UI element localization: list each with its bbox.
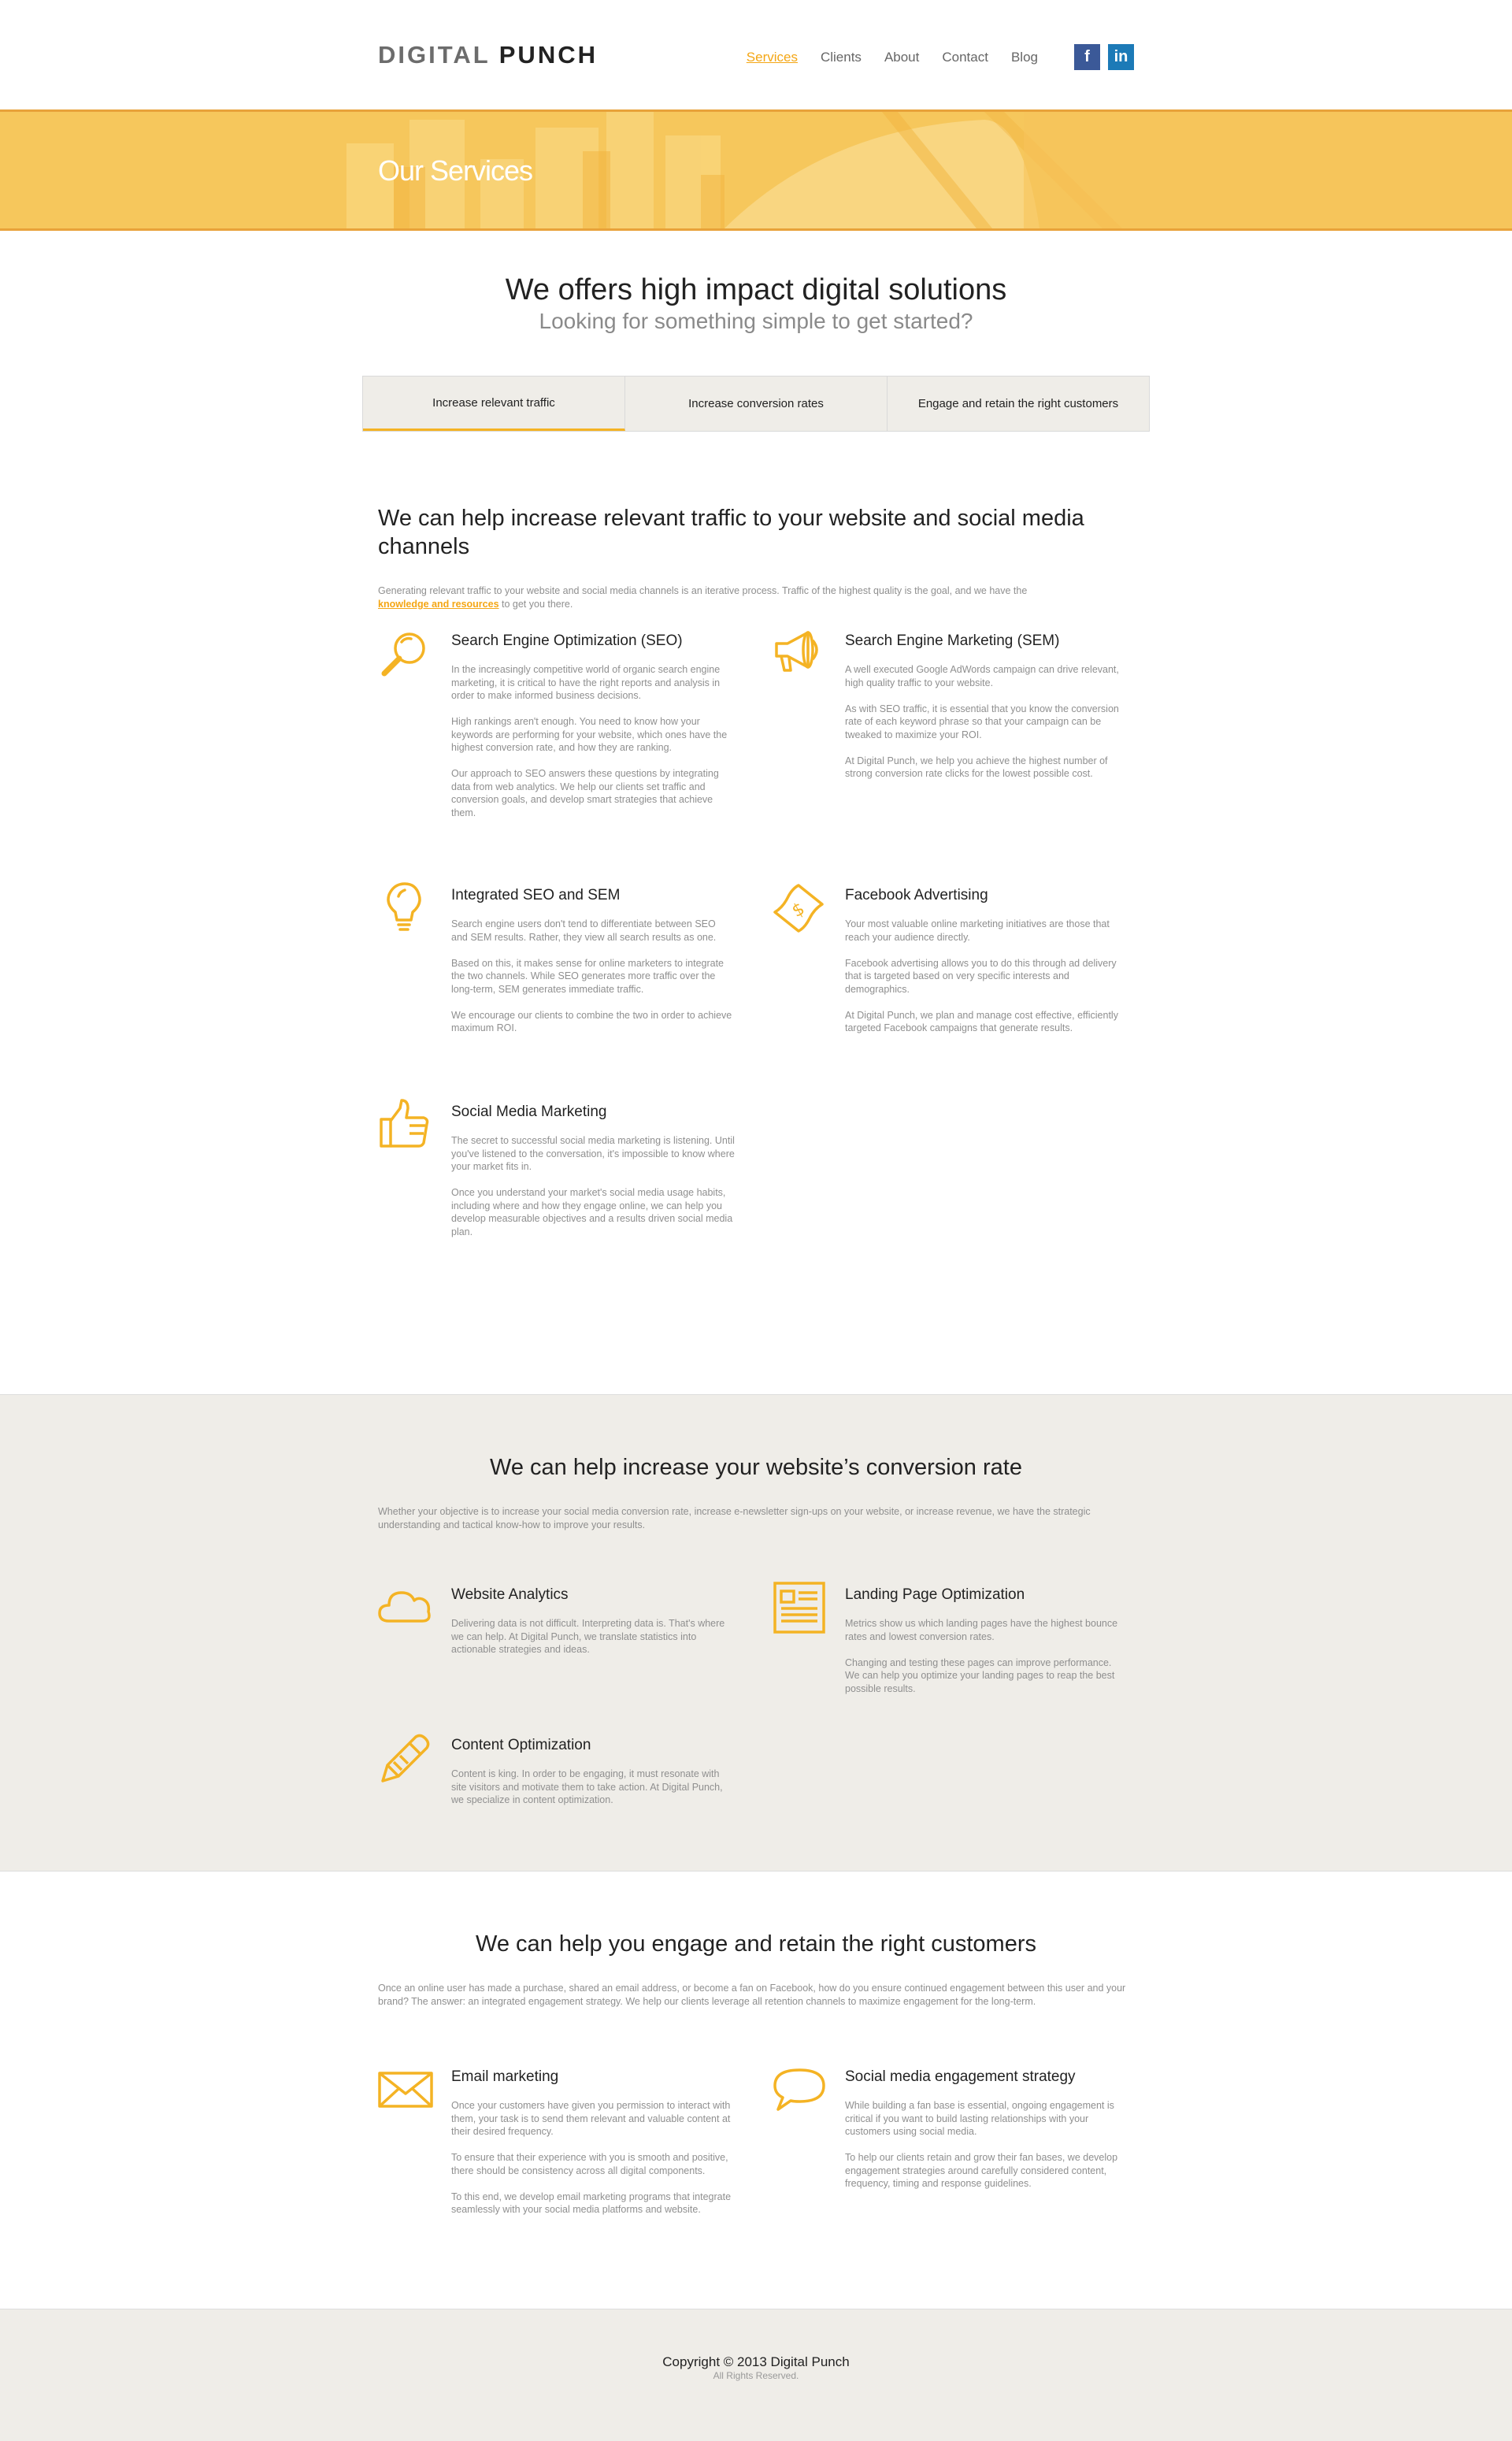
envelope-icon <box>378 2062 433 2117</box>
tab-engage-retain[interactable]: Engage and retain the right customers <box>888 377 1149 431</box>
money-icon <box>772 881 827 936</box>
feature-text: Search engine users don't tend to differentiate between SEO and SEM results. Rather, they view all search results as one. <box>451 918 717 943</box>
feature-title: Integrated SEO and SEM <box>451 887 621 903</box>
magnifier-icon <box>378 626 433 681</box>
nav-contact[interactable]: Contact <box>942 49 988 65</box>
linkedin-label: in <box>1114 48 1128 65</box>
feature-text: While building a fan base is essential, ongoing engagement is critical if you want to build lasting relationships with your customers using social media. <box>845 2100 1114 2137</box>
feature-text: High rankings aren't enough. You need to know how your keywords are performing for your website, which ones have the highest conversion rate, and how they are ranking. <box>451 716 728 753</box>
feature-website-analytics <box>378 1586 740 1669</box>
feature-email-marketing <box>378 2068 740 2229</box>
intro-subtitle: Looking for something simple to get started? <box>539 309 973 333</box>
traffic-section <box>0 432 1512 1394</box>
conversion-title: We can help increase your website’s conversion rate <box>490 1455 1022 1480</box>
intro-title: We offers high impact digital solutions <box>505 273 1007 306</box>
feature-title: Social media engagement strategy <box>845 2068 1076 2085</box>
feature-text: Based on this, it makes sense for online marketers to integrate the two channels. While SEO generates more traffic over the long-term, SEM generates immediate traffic. <box>451 957 724 995</box>
traffic-intro-text: Generating relevant traffic to your website and social media channels is an iterative process. Traffic of the highest quality is the goal, and we have the <box>378 585 1028 596</box>
feature-social-media <box>378 1104 740 1252</box>
main-nav <box>724 44 1134 70</box>
logo-digital: DIGITAL <box>378 41 491 69</box>
document-icon <box>772 1580 827 1635</box>
feature-integrated <box>378 887 740 1048</box>
speech-bubble-icon <box>772 2062 827 2117</box>
pencil-icon <box>378 1731 433 1786</box>
engage-intro: Once an online user has made a purchase, shared an email address, or become a fan on Facebook, how do you ensure continued engagement between this user and your brand? The answer: an integrated engagement strategy. We help our clients leverage all retention channels to maximize engagement for the long-term. <box>378 1983 1126 2007</box>
conversion-section <box>0 1394 1512 1872</box>
knowledge-resources-link[interactable]: knowledge and resources <box>378 599 499 610</box>
feature-text: To help our clients retain and grow their fan bases, we develop engagement strategies around carefully considered content, frequency, timing and response guidelines. <box>845 2152 1118 2189</box>
feature-text: To this end, we develop email marketing programs that integrate seamlessly with your social media platforms and website. <box>451 2191 732 2215</box>
conversion-intro: Whether your objective is to increase your social media conversion rate, increase e-newsletter sign-ups on your website, or increase revenue, we have the strategic understanding and tactical know-how to improve your results. <box>378 1506 1091 1530</box>
feature-title: Social Media Marketing <box>451 1104 607 1120</box>
feature-title: Search Engine Marketing (SEM) <box>845 633 1060 649</box>
feature-title: Content Optimization <box>451 1737 591 1753</box>
thumbs-up-icon <box>378 1097 433 1152</box>
nav-clients[interactable]: Clients <box>820 49 862 65</box>
feature-text: Our approach to SEO answers these questions by integrating data from web analytics. We help our clients set traffic and conversion goals, and develop smart strategies that achieve them. <box>451 768 719 818</box>
cloud-icon <box>378 1580 433 1635</box>
copyright: Copyright © 2013 Digital Punch <box>662 2354 850 2369</box>
feature-text: A well executed Google AdWords campaign can drive relevant, high quality traffic to your website. <box>845 664 1119 688</box>
feature-text: Content is king. In order to be engaging, it must resonate with site visitors and motivate them to take action. At Digital Punch, we specialize in content optimization. <box>451 1768 723 1805</box>
feature-title: Email marketing <box>451 2068 559 2085</box>
linkedin-icon[interactable] <box>1108 44 1134 70</box>
site-footer <box>0 2309 1512 2441</box>
engage-section <box>0 1872 1512 2309</box>
feature-text: The secret to successful social media marketing is listening. Until you've listened to the conversation, it's impossible to know where your market fits in. <box>451 1135 735 1172</box>
intro <box>0 231 1512 335</box>
feature-text: Once your customers have given you permission to interact with them, your task is to send them relevant and valuable content at their desired frequency. <box>451 2100 731 2137</box>
service-tabs <box>362 376 1150 432</box>
facebook-label: f <box>1084 48 1090 65</box>
nav-blog[interactable]: Blog <box>1010 49 1038 65</box>
page-title: Our Services <box>378 154 533 187</box>
engage-title: We can help you engage and retain the right customers <box>475 1931 1036 1957</box>
feature-landing-page <box>772 1586 1134 1708</box>
feature-text: We encourage our clients to combine the two in order to achieve maximum ROI. <box>451 1009 732 1033</box>
feature-text: Metrics show us which landing pages have the highest bounce rates and lowest conversion rates. <box>845 1618 1118 1642</box>
feature-text: In the increasingly competitive world of organic search engine marketing, it is critical to have the right reports and analysis in order to make informed business decisions. <box>451 664 721 701</box>
page-banner <box>0 109 1512 231</box>
feature-text: Once you understand your market's social media usage habits, including where and how they engage online, we can help you develop measurable objectives and a results driven social media plan. <box>451 1187 733 1237</box>
feature-title: Landing Page Optimization <box>845 1586 1025 1603</box>
feature-title: Search Engine Optimization (SEO) <box>451 633 683 649</box>
traffic-intro <box>378 584 1134 611</box>
nav-services[interactable]: Services <box>746 49 798 65</box>
feature-seo <box>378 633 740 833</box>
feature-facebook <box>772 887 1134 1048</box>
feature-content-optimization <box>378 1737 740 1820</box>
svg-text:$: $ <box>788 899 809 922</box>
site-header <box>0 0 1512 109</box>
tab-relevant-traffic[interactable]: Increase relevant traffic <box>363 377 625 431</box>
nav-about[interactable]: About <box>884 49 920 65</box>
feature-text: At Digital Punch, we plan and manage cost effective, efficiently targeted Facebook campaigns that generate results. <box>845 1009 1118 1033</box>
feature-text: As with SEO traffic, it is essential that you know the conversion rate of each keyword phrase so that your campaign can be tweaked to maximize your ROI. <box>845 703 1119 740</box>
megaphone-icon <box>772 626 827 681</box>
lightbulb-icon <box>378 881 433 936</box>
feature-text: Delivering data is not difficult. Interpreting data is. That's where we can help. At Digital Punch, we translate statistics into actionable strategies and ideas. <box>451 1618 725 1655</box>
feature-text: Facebook advertising allows you to do this through ad delivery that is targeted based on very specific interests and demographics. <box>845 957 1117 995</box>
logo[interactable] <box>378 41 598 69</box>
feature-title: Facebook Advertising <box>845 887 988 903</box>
feature-text: At Digital Punch, we help you achieve the highest number of strong conversion rate clicks for the lowest possible cost. <box>845 755 1108 779</box>
logo-punch: PUNCH <box>498 41 598 69</box>
feature-social-engagement <box>772 2068 1134 2203</box>
feature-sem <box>772 633 1134 793</box>
feature-text: To ensure that their experience with you is smooth and positive, there should be consistency across all digital components. <box>451 2152 728 2176</box>
feature-title: Website Analytics <box>451 1586 569 1603</box>
traffic-intro-tail: to get you there. <box>498 599 573 610</box>
traffic-title: We can help increase relevant traffic to your website and social media channels <box>378 506 1084 559</box>
feature-text: Your most valuable online marketing initiatives are those that reach your audience directly. <box>845 918 1110 943</box>
feature-text: Changing and testing these pages can improve performance. We can help you optimize your landing pages to reap the best possible results. <box>845 1656 1115 1694</box>
tab-conversion-rates[interactable]: Increase conversion rates <box>625 377 888 431</box>
facebook-icon[interactable] <box>1074 44 1100 70</box>
all-rights-reserved: All Rights Reserved. <box>713 2370 799 2381</box>
